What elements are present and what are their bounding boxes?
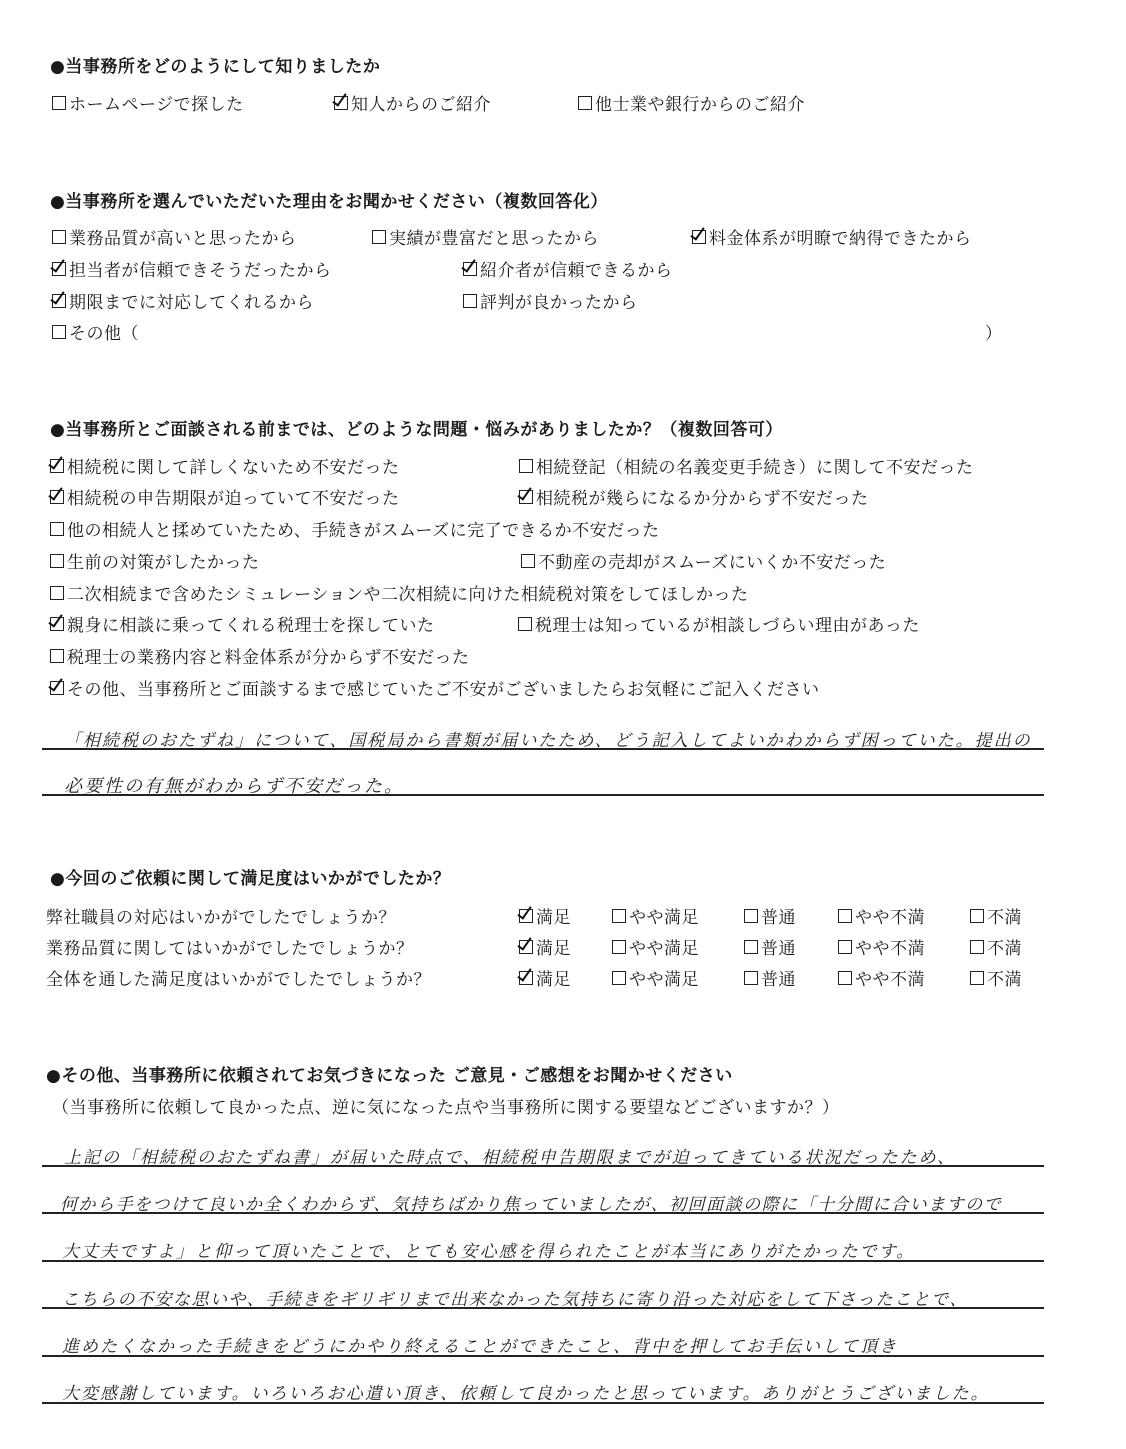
option-label: 普通 xyxy=(761,970,796,990)
option-label: 不動産の売却がスムーズにいくか不安だった xyxy=(538,553,887,573)
q5-answer-line-6: 大変感謝しています。いろいろお心遣い頂き、依頼して良かったと思っています。ありがとうございました。 xyxy=(62,1384,990,1404)
checkbox[interactable] xyxy=(50,649,64,663)
q3-option-12[interactable] xyxy=(50,675,820,700)
q5-answer-line-3: 大丈夫ですよ」と仰って頂いたことで、とても安心感を得られたことが本当にありがたかったです。 xyxy=(62,1242,916,1262)
checkbox[interactable] xyxy=(838,971,852,985)
option-label: 相続税に関して詳しくないため不安だった xyxy=(67,458,400,478)
q4-row-3-somewhat-dissatisfied[interactable] xyxy=(838,965,925,990)
option-label: 他士業や銀行からのご紹介 xyxy=(595,95,805,115)
q4-row-3-neutral[interactable] xyxy=(744,965,796,990)
q5-answer-line-5: 進めたくなかった手続きをどうにかやり終えることができたこと、背中を押してお手伝いして頂き xyxy=(62,1337,898,1357)
option-label: 普通 xyxy=(761,939,796,959)
answer-rule xyxy=(42,1212,1044,1214)
q3-option-9[interactable] xyxy=(50,611,435,636)
q5-heading: ●その他、当事務所に依頼されてお気づきになった ご意見・ご感想をお聞かせください xyxy=(46,1066,733,1086)
checkbox[interactable] xyxy=(518,617,532,631)
q3-option-8[interactable] xyxy=(50,580,748,605)
q2-option-quality[interactable] xyxy=(52,224,297,249)
q1-heading: ●当事務所をどのようにして知りましたか xyxy=(50,57,381,77)
option-label: やや満足 xyxy=(629,970,699,990)
checkbox[interactable] xyxy=(970,971,984,985)
q2-option-other[interactable] xyxy=(52,319,139,344)
q3-heading: ●当事務所とご面談される前までは、どのような問題・悩みがありましたか？（複数回答可） xyxy=(50,420,783,440)
q5-subtitle: （当事務所に依頼して良かった点、逆に気になった点や当事務所に関する要望などございますか？） xyxy=(52,1098,840,1118)
option-label: 二次相続まで含めたシミュレーションや二次相続に向けた相続税対策をしてほしかった xyxy=(67,585,749,605)
q4-row-1-somewhat-satisfied[interactable] xyxy=(612,903,699,928)
checkbox[interactable] xyxy=(519,940,533,954)
q4-row-2-question: 業務品質に関してはいかがでしたでしょうか？ xyxy=(46,939,414,959)
q4-row-1-somewhat-dissatisfied[interactable] xyxy=(838,903,925,928)
option-label: ホームページで探した xyxy=(69,95,244,115)
option-label: 生前の対策がしたかった xyxy=(67,553,260,573)
q2-heading: ●当事務所を選んでいただいた理由をお聞かせください（複数回答化） xyxy=(50,192,608,212)
option-label: やや不満 xyxy=(855,970,925,990)
q4-row-1-dissatisfied[interactable] xyxy=(970,903,1022,928)
q4-row-3-somewhat-satisfied[interactable] xyxy=(612,965,699,990)
option-label: やや不満 xyxy=(855,939,925,959)
checkbox[interactable] xyxy=(744,940,758,954)
q4-row-2-somewhat-dissatisfied[interactable] xyxy=(838,934,925,959)
checkbox[interactable] xyxy=(463,294,477,308)
checkbox[interactable] xyxy=(519,490,533,504)
checkbox[interactable] xyxy=(50,586,64,600)
q4-row-1-question: 弊社職員の対応はいかがでしたでしょうか？ xyxy=(46,908,396,928)
q4-row-2-neutral[interactable] xyxy=(744,934,796,959)
checkbox[interactable] xyxy=(744,909,758,923)
q3-option-3[interactable] xyxy=(50,484,400,509)
q3-option-1[interactable] xyxy=(50,453,400,478)
checkbox[interactable] xyxy=(52,262,66,276)
q2-other-close-paren: ） xyxy=(985,324,1002,344)
answer-rule xyxy=(42,748,1044,750)
q4-heading: ●今回のご依頼に関して満足度はいかがでしたか？ xyxy=(50,869,451,889)
q1-option-homepage[interactable] xyxy=(52,90,244,115)
option-label: 実績が豊富だと思ったから xyxy=(389,229,599,249)
option-label: 他の相続人と揉めていたため、手続きがスムーズに完了できるか不安だった xyxy=(67,521,660,541)
checkbox[interactable] xyxy=(52,96,66,110)
q4-row-3-satisfied[interactable] xyxy=(519,965,571,990)
answer-rule xyxy=(42,1260,1044,1262)
q4-row-1-neutral[interactable] xyxy=(744,903,796,928)
answer-rule xyxy=(42,1165,1044,1167)
checkbox[interactable] xyxy=(970,909,984,923)
q3-option-5[interactable] xyxy=(50,516,660,541)
q5-answer-line-2: 何から手をつけて良いか全くわからず、気持ちばかり焦っていましたが、初回面談の際に「十分間に合いますので xyxy=(60,1195,1003,1215)
checkbox[interactable] xyxy=(519,909,533,923)
q2-option-deadline[interactable] xyxy=(52,288,314,313)
q4-row-2-dissatisfied[interactable] xyxy=(970,934,1022,959)
checkbox[interactable] xyxy=(519,971,533,985)
option-label: やや不満 xyxy=(855,908,925,928)
option-label: 不満 xyxy=(987,908,1022,928)
checkbox[interactable] xyxy=(612,971,626,985)
q4-row-3-dissatisfied[interactable] xyxy=(970,965,1022,990)
option-label: 知人からのご紹介 xyxy=(351,95,491,115)
checkbox[interactable] xyxy=(50,617,64,631)
option-label: 紹介者が信頼できるから xyxy=(480,261,673,281)
option-label: その他、当事務所とご面談するまで感じていたご不安がございましたらお気軽にご記入ください xyxy=(67,680,820,700)
option-label: 担当者が信頼できそうだったから xyxy=(69,261,332,281)
q5-answer-line-4: こちらの不安な思いや、手続きをギリギリまで出来なかった気持ちに寄り沿った対応をして下さったことで、 xyxy=(62,1290,968,1310)
q3-answer-line-2: 必要性の有無がわからず不安だった。 xyxy=(64,776,404,797)
checkbox[interactable] xyxy=(50,681,64,695)
checkbox[interactable] xyxy=(52,294,66,308)
option-label: 相続登記（相続の名義変更手続き）に関して不安だった xyxy=(536,458,974,478)
q4-row-3-question: 全体を通した満足度はいかがでしたでしょうか？ xyxy=(46,970,431,990)
q3-option-6[interactable] xyxy=(50,548,260,573)
option-label: やや満足 xyxy=(629,939,699,959)
q2-option-staff[interactable] xyxy=(52,256,332,281)
answer-rule xyxy=(42,1307,1044,1309)
checkbox[interactable] xyxy=(612,909,626,923)
q4-row-2-somewhat-satisfied[interactable] xyxy=(612,934,699,959)
option-label: その他（ xyxy=(69,324,139,344)
checkbox[interactable] xyxy=(372,230,386,244)
answer-rule xyxy=(42,794,1044,796)
checkbox[interactable] xyxy=(838,940,852,954)
option-label: 満足 xyxy=(536,908,571,928)
q5-answer-line-1: 上記の「相続税のおたずね書」が届いた時点で、相続税申告期限までが迫ってきている状況だったため、 xyxy=(64,1148,956,1168)
checkbox[interactable] xyxy=(970,940,984,954)
checkbox[interactable] xyxy=(744,971,758,985)
option-label: 満足 xyxy=(536,970,571,990)
checkbox[interactable] xyxy=(521,554,535,568)
option-label: 不満 xyxy=(987,939,1022,959)
answer-rule xyxy=(42,1402,1044,1404)
option-label: 税理士は知っているが相談しづらい理由があった xyxy=(535,616,920,636)
option-label: 業務品質が高いと思ったから xyxy=(69,229,297,249)
q3-option-10[interactable] xyxy=(518,611,920,636)
checkbox[interactable] xyxy=(52,230,66,244)
q3-option-7[interactable] xyxy=(521,548,886,573)
option-label: 料金体系が明瞭で納得できたから xyxy=(709,229,972,249)
checkbox[interactable] xyxy=(52,325,66,339)
checkbox[interactable] xyxy=(50,554,64,568)
option-label: 普通 xyxy=(761,908,796,928)
q1-option-acquaintance[interactable] xyxy=(334,90,491,115)
option-label: 評判が良かったから xyxy=(480,293,638,313)
option-label: 満足 xyxy=(536,939,571,959)
q3-option-11[interactable] xyxy=(50,643,470,668)
checkbox[interactable] xyxy=(838,909,852,923)
option-label: 不満 xyxy=(987,970,1022,990)
option-label: 親身に相談に乗ってくれる税理士を探していた xyxy=(67,616,435,636)
checkbox[interactable] xyxy=(50,490,64,504)
checkbox[interactable] xyxy=(334,96,348,110)
option-label: 期限までに対応してくれるから xyxy=(69,293,314,313)
option-label: やや満足 xyxy=(629,908,699,928)
q4-row-1-satisfied[interactable] xyxy=(519,903,571,928)
q3-option-4[interactable] xyxy=(519,484,869,509)
option-label: 税理士の業務内容と料金体系が分からず不安だった xyxy=(67,648,470,668)
q2-option-fee[interactable] xyxy=(692,224,972,249)
checkbox[interactable] xyxy=(50,459,64,473)
checkbox[interactable] xyxy=(578,96,592,110)
q3-option-2[interactable] xyxy=(519,453,974,478)
q2-option-track-record[interactable] xyxy=(372,224,599,249)
option-label: 相続税の申告期限が迫っていて不安だった xyxy=(67,489,400,509)
q1-option-other-professional[interactable] xyxy=(578,90,805,115)
q4-row-2-satisfied[interactable] xyxy=(519,934,571,959)
checkbox[interactable] xyxy=(463,262,477,276)
checkbox[interactable] xyxy=(612,940,626,954)
q2-option-reputation[interactable] xyxy=(463,288,638,313)
option-label: 相続税が幾らになるか分からず不安だった xyxy=(536,489,869,509)
checkbox[interactable] xyxy=(519,459,533,473)
q3-answer-line-1: 「相続税のおたずね」について、国税局から書類が届いたため、どう記入してよいかわからず困っていた。提出の xyxy=(64,731,1032,751)
answer-rule xyxy=(42,1355,1044,1357)
q2-option-introducer[interactable] xyxy=(463,256,673,281)
checkbox[interactable] xyxy=(50,522,64,536)
checkbox[interactable] xyxy=(692,230,706,244)
